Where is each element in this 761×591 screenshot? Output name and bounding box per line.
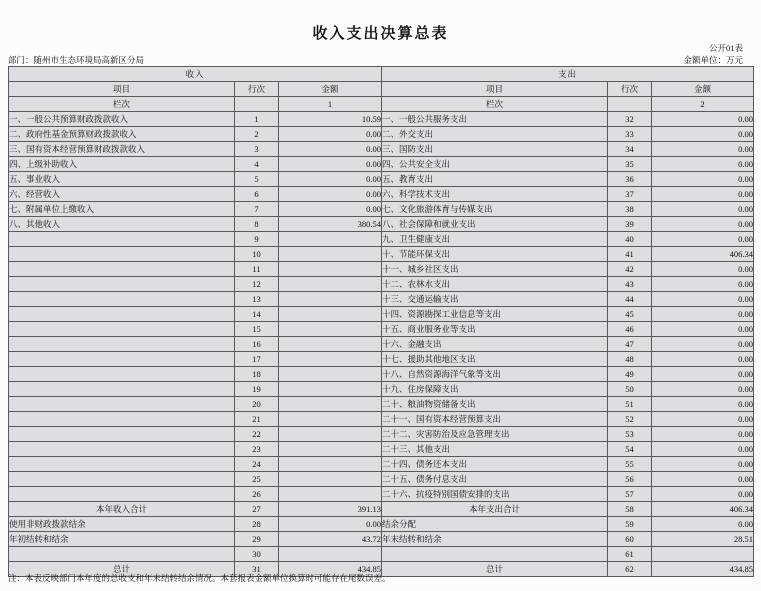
table-row xyxy=(9,142,754,157)
income-amount xyxy=(279,412,382,427)
table-column-header-row xyxy=(9,82,754,97)
table-group-header-row xyxy=(9,67,754,82)
income-amount xyxy=(279,367,382,382)
table-row xyxy=(9,187,754,202)
income-rowno-header: 行次 xyxy=(235,82,279,97)
expense-item: 十三、交通运输支出 xyxy=(382,292,608,307)
expense-row-number: 46 xyxy=(608,322,652,337)
expense-row-number: 57 xyxy=(608,487,652,502)
income-item xyxy=(9,262,235,277)
income-item xyxy=(9,412,235,427)
summary-income-row-number: 27 xyxy=(235,502,279,517)
table-row xyxy=(9,457,754,472)
table-row xyxy=(9,172,754,187)
expense-amount: 0.00 xyxy=(652,487,754,502)
expense-item: 三、国防支出 xyxy=(382,142,608,157)
income-item xyxy=(9,322,235,337)
expense-item: 七、文化旅游体育与传媒支出 xyxy=(382,202,608,217)
summary-income-row-number: 28 xyxy=(235,517,279,532)
expense-row-number: 38 xyxy=(608,202,652,217)
expense-rowno-header: 行次 xyxy=(608,82,652,97)
expense-item: 五、教育支出 xyxy=(382,172,608,187)
income-item xyxy=(9,472,235,487)
expense-item: 十九、住房保障支出 xyxy=(382,382,608,397)
income-row-number: 23 xyxy=(235,442,279,457)
expense-item: 二十、粮油物资储备支出 xyxy=(382,397,608,412)
summary-income-amount: 391.13 xyxy=(279,502,382,517)
summary-income-amount: 0.00 xyxy=(279,517,382,532)
income-row-number: 2 xyxy=(235,127,279,142)
summary-expense-row-number: 58 xyxy=(608,502,652,517)
income-row-number: 15 xyxy=(235,322,279,337)
expense-row-number: 51 xyxy=(608,397,652,412)
income-item: 四、上级补助收入 xyxy=(9,157,235,172)
expense-row-number: 47 xyxy=(608,337,652,352)
income-row-number: 24 xyxy=(235,457,279,472)
expense-amount: 0.00 xyxy=(652,397,754,412)
expense-amount: 0.00 xyxy=(652,262,754,277)
summary-income-row-number: 30 xyxy=(235,547,279,562)
expense-item: 四、公共安全支出 xyxy=(382,157,608,172)
income-row-number: 21 xyxy=(235,412,279,427)
income-item: 五、事业收入 xyxy=(9,172,235,187)
expense-amount: 0.00 xyxy=(652,457,754,472)
income-amount xyxy=(279,322,382,337)
page-title: 收入支出决算总表 xyxy=(312,26,449,42)
summary-income-item: 本年收入合计 xyxy=(9,502,235,517)
income-row-number: 19 xyxy=(235,382,279,397)
table-row xyxy=(9,322,754,337)
income-row-number: 5 xyxy=(235,172,279,187)
table-row xyxy=(9,412,754,427)
expense-amount: 0.00 xyxy=(652,187,754,202)
expense-amount: 0.00 xyxy=(652,337,754,352)
table-row xyxy=(9,292,754,307)
summary-income-item: 使用非财政拨款结余 xyxy=(9,517,235,532)
expense-item: 十八、自然资源海洋气象等支出 xyxy=(382,367,608,382)
summary-expense-amount: 434.85 xyxy=(652,562,754,577)
income-row-number: 14 xyxy=(235,307,279,322)
table-row xyxy=(9,127,754,142)
income-row-number: 20 xyxy=(235,397,279,412)
table-row xyxy=(9,337,754,352)
expense-amount: 0.00 xyxy=(652,142,754,157)
expense-row-number: 49 xyxy=(608,367,652,382)
expense-amount-header: 金额 xyxy=(652,82,754,97)
income-item xyxy=(9,277,235,292)
expense-row-number: 55 xyxy=(608,457,652,472)
expense-row-number: 43 xyxy=(608,277,652,292)
table-row xyxy=(9,472,754,487)
income-amount xyxy=(279,262,382,277)
expense-amount: 0.00 xyxy=(652,322,754,337)
income-amount-header: 金额 xyxy=(279,82,382,97)
expense-row-number: 56 xyxy=(608,472,652,487)
table-row xyxy=(9,397,754,412)
income-row-number: 25 xyxy=(235,472,279,487)
income-amount xyxy=(279,292,382,307)
expense-row-number: 34 xyxy=(608,142,652,157)
summary-row xyxy=(9,502,754,517)
income-amount: 0.00 xyxy=(279,157,382,172)
income-row-number: 6 xyxy=(235,187,279,202)
summary-expense-amount: 28.51 xyxy=(652,532,754,547)
summary-income-item xyxy=(9,547,235,562)
income-row-number: 13 xyxy=(235,292,279,307)
expense-row-number: 33 xyxy=(608,127,652,142)
income-row-number: 18 xyxy=(235,367,279,382)
summary-expense-amount: 0.00 xyxy=(652,517,754,532)
income-amount xyxy=(279,442,382,457)
income-row-number: 16 xyxy=(235,337,279,352)
expense-amount: 0.00 xyxy=(652,382,754,397)
expense-item: 二十六、抗疫特别国债安排的支出 xyxy=(382,487,608,502)
summary-expense-item: 总计 xyxy=(382,562,608,577)
summary-income-item: 年初结转和结余 xyxy=(9,532,235,547)
income-item: 三、国有资本经营预算财政拨款收入 xyxy=(9,142,235,157)
expense-amount: 406.34 xyxy=(652,247,754,262)
expense-column-label-spacer xyxy=(608,97,652,112)
expense-item: 二十三、其他支出 xyxy=(382,442,608,457)
income-column-label: 栏次 xyxy=(9,97,235,112)
income-column-label-spacer xyxy=(235,97,279,112)
income-amount: 0.00 xyxy=(279,172,382,187)
expense-row-number: 39 xyxy=(608,217,652,232)
income-column-number: 1 xyxy=(279,97,382,112)
income-item xyxy=(9,367,235,382)
income-row-number: 4 xyxy=(235,157,279,172)
expense-item: 十一、城乡社区支出 xyxy=(382,262,608,277)
summary-income-item: 总计 xyxy=(9,562,235,577)
summary-income-amount: 434.85 xyxy=(279,562,382,577)
expense-row-number: 42 xyxy=(608,262,652,277)
expense-row-number: 45 xyxy=(608,307,652,322)
income-item xyxy=(9,457,235,472)
expense-item: 九、卫生健康支出 xyxy=(382,232,608,247)
table-row xyxy=(9,487,754,502)
expense-item: 十五、商业服务业等支出 xyxy=(382,322,608,337)
expense-row-number: 54 xyxy=(608,442,652,457)
table-row xyxy=(9,232,754,247)
summary-expense-amount: 406.34 xyxy=(652,502,754,517)
income-item xyxy=(9,292,235,307)
expense-row-number: 37 xyxy=(608,187,652,202)
expense-row-number: 36 xyxy=(608,172,652,187)
expense-item: 十二、农林水支出 xyxy=(382,277,608,292)
income-item: 一、一般公共预算财政拨款收入 xyxy=(9,112,235,127)
income-row-number: 10 xyxy=(235,247,279,262)
expense-item: 六、科学技术支出 xyxy=(382,187,608,202)
expense-group-header: 支出 xyxy=(382,67,754,82)
expense-amount: 0.00 xyxy=(652,427,754,442)
income-item: 八、其他收入 xyxy=(9,217,235,232)
expense-column-number: 2 xyxy=(652,97,754,112)
table-row xyxy=(9,442,754,457)
income-amount xyxy=(279,457,382,472)
summary-expense-row-number: 62 xyxy=(608,562,652,577)
expense-amount: 0.00 xyxy=(652,367,754,382)
expense-row-number: 52 xyxy=(608,412,652,427)
table-row xyxy=(9,277,754,292)
income-amount xyxy=(279,352,382,367)
expense-row-number: 41 xyxy=(608,247,652,262)
income-amount xyxy=(279,337,382,352)
summary-income-row-number: 31 xyxy=(235,562,279,577)
income-amount: 0.00 xyxy=(279,187,382,202)
expense-item-header: 项目 xyxy=(382,82,608,97)
income-item: 二、政府性基金预算财政拨款收入 xyxy=(9,127,235,142)
expense-column-label: 栏次 xyxy=(382,97,608,112)
income-amount xyxy=(279,307,382,322)
department-label: 部门：随州市生态环境局高新区分局 xyxy=(8,55,145,65)
income-amount xyxy=(279,397,382,412)
expense-item: 十七、援助其他地区支出 xyxy=(382,352,608,367)
income-amount xyxy=(279,277,382,292)
expense-item: 二、外交支出 xyxy=(382,127,608,142)
summary-expense-row-number: 59 xyxy=(608,517,652,532)
income-amount xyxy=(279,247,382,262)
summary-income-amount: 43.72 xyxy=(279,532,382,547)
expense-row-number: 32 xyxy=(608,112,652,127)
table-row xyxy=(9,307,754,322)
expense-amount: 0.00 xyxy=(652,232,754,247)
expense-amount: 0.00 xyxy=(652,277,754,292)
income-item xyxy=(9,232,235,247)
table-row xyxy=(9,157,754,172)
expense-row-number: 50 xyxy=(608,382,652,397)
expense-item: 二十二、灾害防治及应急管理支出 xyxy=(382,427,608,442)
amount-unit: 金额单位：万元 xyxy=(683,55,743,65)
summary-expense-amount xyxy=(652,547,754,562)
expense-amount: 0.00 xyxy=(652,127,754,142)
income-row-number: 3 xyxy=(235,142,279,157)
income-amount xyxy=(279,382,382,397)
expense-amount: 0.00 xyxy=(652,442,754,457)
expense-amount: 0.00 xyxy=(652,352,754,367)
expense-row-number: 44 xyxy=(608,292,652,307)
income-item-header: 项目 xyxy=(9,82,235,97)
income-amount: 0.00 xyxy=(279,127,382,142)
table-row xyxy=(9,217,754,232)
income-amount: 0.00 xyxy=(279,202,382,217)
income-item xyxy=(9,307,235,322)
expense-item: 二十一、国有资本经营预算支出 xyxy=(382,412,608,427)
income-row-number: 7 xyxy=(235,202,279,217)
income-item: 六、经营收入 xyxy=(9,187,235,202)
summary-expense-item: 本年支出合计 xyxy=(382,502,608,517)
summary-expense-item xyxy=(382,547,608,562)
summary-income-amount xyxy=(279,547,382,562)
table-row xyxy=(9,352,754,367)
budget-table xyxy=(8,66,754,577)
expense-amount: 0.00 xyxy=(652,292,754,307)
summary-row xyxy=(9,517,754,532)
expense-amount: 0.00 xyxy=(652,112,754,127)
table-row xyxy=(9,202,754,217)
expense-item: 十六、金融支出 xyxy=(382,337,608,352)
income-amount: 0.00 xyxy=(279,142,382,157)
summary-income-row-number: 29 xyxy=(235,532,279,547)
expense-row-number: 40 xyxy=(608,232,652,247)
expense-item: 一、一般公共服务支出 xyxy=(382,112,608,127)
table-row xyxy=(9,112,754,127)
summary-expense-item: 结余分配 xyxy=(382,517,608,532)
expense-row-number: 53 xyxy=(608,427,652,442)
table-row xyxy=(9,247,754,262)
table-column-number-row xyxy=(9,97,754,112)
expense-item: 十、节能环保支出 xyxy=(382,247,608,262)
income-amount xyxy=(279,487,382,502)
summary-row xyxy=(9,532,754,547)
income-item xyxy=(9,427,235,442)
income-item xyxy=(9,247,235,262)
income-row-number: 17 xyxy=(235,352,279,367)
income-amount: 10.59 xyxy=(279,112,382,127)
expense-amount: 0.00 xyxy=(652,217,754,232)
income-row-number: 11 xyxy=(235,262,279,277)
table-row xyxy=(9,427,754,442)
summary-row xyxy=(9,547,754,562)
income-item: 七、附属单位上缴收入 xyxy=(9,202,235,217)
income-row-number: 8 xyxy=(235,217,279,232)
expense-amount: 0.00 xyxy=(652,202,754,217)
expense-amount: 0.00 xyxy=(652,157,754,172)
income-row-number: 12 xyxy=(235,277,279,292)
income-item xyxy=(9,397,235,412)
expense-amount: 0.00 xyxy=(652,412,754,427)
table-footnote: 注：本表反映部门本年度的总收支和年末结转结余情况。本套报表金额单位换算时可能存在尾数误差。 xyxy=(8,573,391,583)
expense-item: 八、社会保障和就业支出 xyxy=(382,217,608,232)
summary-expense-row-number: 61 xyxy=(608,547,652,562)
expense-row-number: 48 xyxy=(608,352,652,367)
income-amount: 380.54 xyxy=(279,217,382,232)
income-group-header: 收入 xyxy=(9,67,382,82)
income-item xyxy=(9,352,235,367)
income-item xyxy=(9,442,235,457)
income-amount xyxy=(279,427,382,442)
income-amount xyxy=(279,472,382,487)
income-item xyxy=(9,337,235,352)
expense-item: 十四、资源勘探工业信息等支出 xyxy=(382,307,608,322)
expense-amount: 0.00 xyxy=(652,172,754,187)
income-row-number: 1 xyxy=(235,112,279,127)
income-item xyxy=(9,487,235,502)
table-row xyxy=(9,382,754,397)
income-row-number: 22 xyxy=(235,427,279,442)
summary-expense-row-number: 60 xyxy=(608,532,652,547)
expense-amount: 0.00 xyxy=(652,307,754,322)
expense-item: 二十五、债务付息支出 xyxy=(382,472,608,487)
expense-row-number: 35 xyxy=(608,157,652,172)
expense-item: 二十四、债务还本支出 xyxy=(382,457,608,472)
income-item xyxy=(9,382,235,397)
public-code: 公开01表 xyxy=(708,43,743,53)
summary-expense-item: 年末结转和结余 xyxy=(382,532,608,547)
table-row xyxy=(9,262,754,277)
income-row-number: 26 xyxy=(235,487,279,502)
income-row-number: 9 xyxy=(235,232,279,247)
expense-amount: 0.00 xyxy=(652,472,754,487)
table-row xyxy=(9,367,754,382)
income-amount xyxy=(279,232,382,247)
document-meta-right xyxy=(683,42,743,66)
